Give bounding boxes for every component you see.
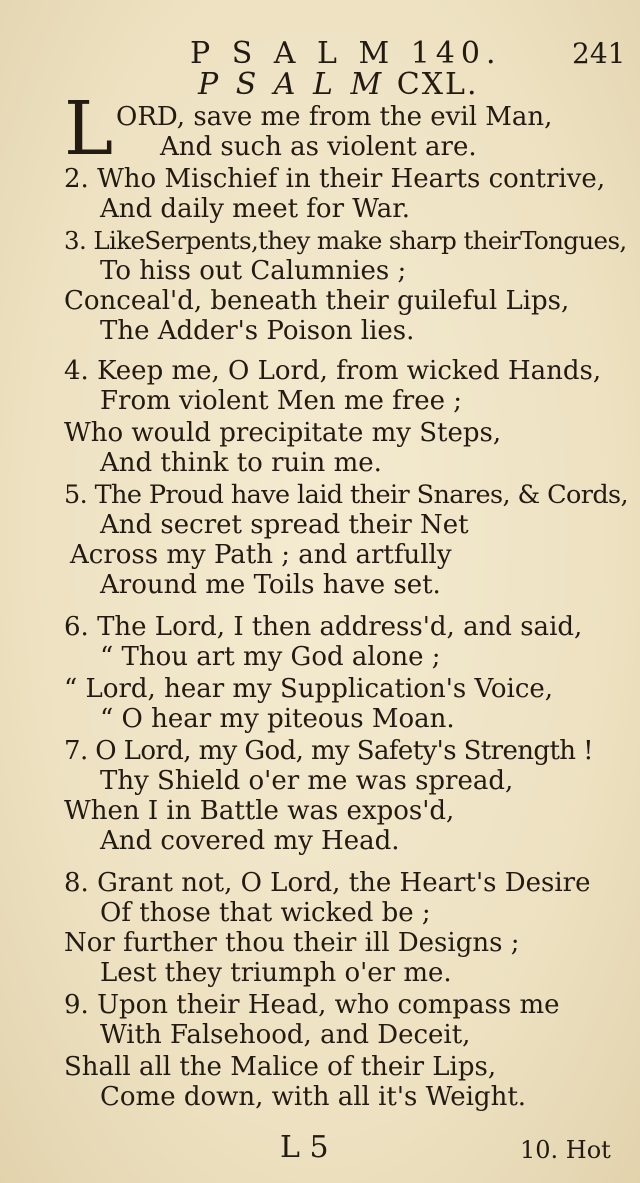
verse-line: Of those that wicked be ;	[100, 898, 431, 928]
verse-line: 3. LikeSerpents,they make sharp theirTongues,	[64, 226, 627, 255]
verse-line: With Falsehood, and Deceit,	[100, 1020, 471, 1050]
verse-line: 7. O Lord, my God, my Safety's Strength !	[64, 736, 593, 766]
verse-line: To hiss out Calumnies ;	[100, 256, 407, 286]
page-number: 241	[572, 37, 626, 70]
signature-mark: L 5	[280, 1130, 329, 1165]
verse-line: The Adder's Poison lies.	[100, 316, 415, 346]
verse-line: Shall all the Malice of their Lips,	[64, 1052, 497, 1082]
verse-line: And think to ruin me.	[100, 448, 382, 478]
verse-line: 4. Keep me, O Lord, from wicked Hands,	[64, 356, 602, 386]
psalm-title	[198, 68, 479, 102]
verse-line: Lest they triumph o'er me.	[100, 958, 452, 988]
verse-line: Who would precipitate my Steps,	[64, 418, 502, 448]
running-title: P S A L M 140.	[190, 36, 502, 71]
verse-line: 8. Grant not, O Lord, the Heart's Desire	[64, 868, 591, 898]
verse-line: 5. The Proud have laid their Snares, & Cords,	[64, 480, 629, 510]
verse-line: And such as violent are.	[160, 132, 477, 162]
psalm-title-word: P S A L M	[198, 67, 386, 102]
verse-line: Thy Shield o'er me was spread,	[100, 766, 514, 796]
verse-line: And daily meet for War.	[100, 194, 411, 224]
verse-line: And covered my Head.	[100, 826, 400, 856]
page-footer	[0, 1130, 640, 1170]
verse-line: “ Lord, hear my Supplication's Voice,	[64, 674, 554, 704]
verse-line: Across my Path ; and artfully	[70, 540, 452, 570]
verse-line: Nor further thou their ill Designs ;	[64, 928, 520, 958]
verse-line: “ O hear my piteous Moan.	[100, 704, 455, 734]
verse-line: 2. Who Mischief in their Hearts contrive,	[64, 164, 606, 194]
verse-line: 6. The Lord, I then address'd, and said,	[64, 612, 583, 642]
catchword: 10. Hot	[520, 1136, 611, 1164]
verse-line: When I in Battle was expos'd,	[64, 796, 455, 826]
verse-line: Conceal'd, beneath their guileful Lips,	[64, 286, 570, 316]
verse-line: 9. Upon their Head, who compass me	[64, 990, 560, 1020]
verse-line: Around me Toils have set.	[100, 570, 441, 600]
verse-line: Come down, with all it's Weight.	[100, 1082, 527, 1112]
drop-cap: L	[64, 86, 114, 172]
verse-line: ORD, save me from the evil Man,	[116, 102, 553, 132]
verse-line: And secret spread their Net	[100, 510, 469, 540]
psalm-title-numeral: CXL.	[396, 67, 479, 102]
verse-line: “ Thou art my God alone ;	[100, 642, 441, 672]
verse-line: From violent Men me free ;	[100, 386, 463, 416]
